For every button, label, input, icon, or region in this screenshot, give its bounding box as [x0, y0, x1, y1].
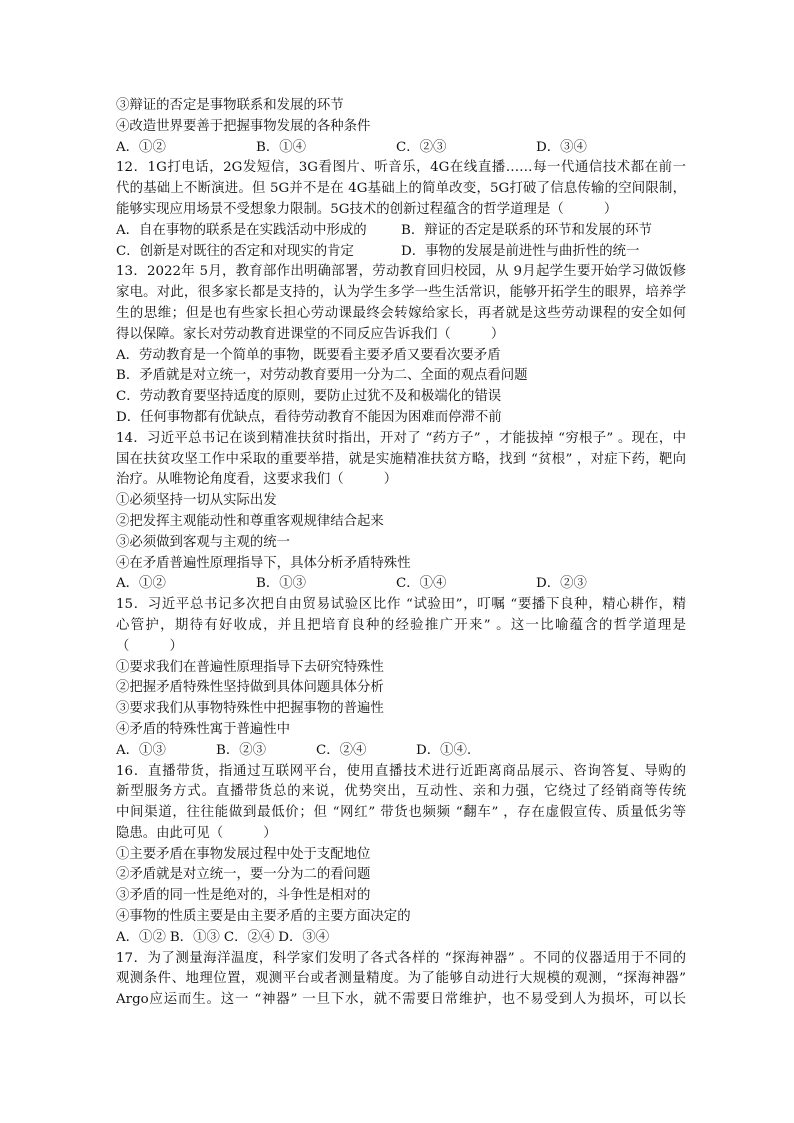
q17-stem-line: 观测条件、地理位置，观测平台或者测量精度。为了能够自动进行大规模的观测，“探海神器” — [116, 971, 686, 987]
q16-item-4: ④事物的性质主要是由主要矛盾的主要方面决定的 — [116, 909, 411, 925]
q15-option-c[interactable]: C．②④ — [316, 742, 367, 758]
q12-option-d[interactable]: D．事物的发展是前进性与曲折性的统一 — [401, 243, 640, 259]
q12-option-b[interactable]: B．辩证的否定是联系的环节和发展的环节 — [401, 222, 652, 238]
q11-option-c[interactable]: C．②③ — [396, 139, 447, 155]
q16-option-d[interactable]: D．③④ — [278, 929, 330, 945]
q12-option-a[interactable]: A．自在事物的联系是在实践活动中形成的 — [116, 222, 367, 238]
q14-option-c[interactable]: C．①④ — [396, 576, 447, 592]
q13-stem-line: 13．2022年 5月，教育部作出明确部署，劳动教育回归校园，从 9月起学生要开始学习做饭修 — [116, 264, 686, 280]
q11-item-3: ③辩证的否定是事物联系和发展的环节 — [116, 98, 344, 113]
q14-options — [116, 574, 686, 595]
q14-item-3: ③必须做到客观与主观的统一 — [116, 534, 291, 550]
q12-stem-line: 代的基础上不断演进。但 5G并不是在 4G基础上的简单改变，5G打破了信息传输的空间限制， — [116, 181, 686, 197]
q15-stem-line: 心管护，期待有好收成，并且把培育良种的经验推广开来” 。这一比喻蕴含的哲学道理是 — [116, 617, 686, 633]
q14-item-4: ④在矛盾普遍性原理指导下，具体分析矛盾特殊性 — [116, 555, 411, 571]
q16-option-b[interactable]: B．①③ — [169, 929, 220, 945]
q14-item-2: ②把发挥主观能动性和尊重客观规律结合起来 — [116, 513, 384, 529]
q14-stem-line: 国在扶贫攻坚工作中采取的重要举措，就是实施精准扶贫方略，找到 “贫根” ，对症下药，靶向 — [116, 451, 686, 467]
q15-stem-line: （ ） — [116, 638, 183, 654]
q15-option-a[interactable]: A．①③ — [116, 742, 166, 758]
q14-option-b[interactable]: B．①③ — [256, 576, 307, 592]
q11-option-b[interactable]: B．①④ — [256, 139, 307, 155]
q13-stem-line: 得以保障。家长对劳动教育进课堂的不同反应告诉我们（ ） — [116, 326, 505, 342]
q16-option-a[interactable]: A．①② — [116, 929, 166, 945]
q14-option-d[interactable]: D．②③ — [536, 576, 587, 592]
q16-stem-line: 隐患。由此可见（ ） — [116, 825, 277, 841]
q15-item-4: ④矛盾的特殊性寓于普遍性中 — [116, 721, 291, 737]
q15-options — [116, 741, 686, 762]
q16-item-3: ③矛盾的同一性是绝对的，斗争性是相对的 — [116, 888, 371, 904]
q16-item-2: ②矛盾就是对立统一，要一分为二的看问题 — [116, 867, 371, 883]
q16-option-c[interactable]: C．②④ — [223, 929, 275, 945]
q13-option-b[interactable]: B．矛盾就是对立统一，对劳动教育要用一分为二、全面的观点看问题 — [116, 368, 528, 384]
q13-stem-line: 生的思维；但是也有些家长担心劳动课最终会转嫁给家长，再者就是这些劳动课程的安全如何 — [116, 305, 686, 321]
q12-stem-line: 能够实现应用场景不受想象力限制。5G技术的创新过程蕴含的哲学道理是（ ） — [116, 201, 618, 217]
q17-stem-line: Argo应运而生。这一 “神器” 一旦下水，就不需要日常维护，也不易受到人为损坏，可以长 — [116, 992, 686, 1008]
q14-item-1: ①必须坚持一切从实际出发 — [116, 493, 277, 509]
q15-option-d[interactable]: D．①④. — [416, 742, 472, 758]
q13-option-a[interactable]: A．劳动教育是一个简单的事物，既要看主要矛盾又要看次要矛盾 — [116, 347, 501, 363]
q11-option-d[interactable]: D．③④ — [536, 139, 587, 155]
q12-options-row-2 — [116, 242, 686, 263]
q15-item-3: ③要求我们从事物特殊性中把握事物的普遍性 — [116, 701, 384, 717]
q13-stem-line: 家电。对此，很多家长都是支持的，认为学生多学一些生活常识，能够开拓学生的眼界，培养学 — [116, 285, 686, 301]
q14-option-a[interactable]: A．①② — [116, 576, 166, 592]
q16-stem-line: 16．直播带货，指通过互联网平台，使用直播技术进行近距离商品展示、咨询答复、导购的 — [116, 763, 686, 779]
q11-item-4: ④改造世界要善于把握事物发展的各种条件 — [116, 118, 371, 134]
q15-stem-line: 15．习近平总书记多次把自由贸易试验区比作 “试验田”，叮嘱 “要播下良种，精心耕作，精 — [116, 597, 686, 613]
q17-stem-line: 17．为了测量海洋温度，科学家们发明了各式各样的 “探海神器” 。不同的仪器适用于不同的 — [116, 950, 686, 966]
q15-item-2: ②把握矛盾特殊性坚持做到具体问题具体分析 — [116, 680, 384, 696]
q11-option-a[interactable]: A．①② — [116, 139, 166, 155]
q13-option-c[interactable]: C．劳动教育要坚持适度的原则，要防止过犹不及和极端化的错误 — [116, 389, 502, 405]
q12-options-row-1 — [116, 221, 686, 242]
q16-item-1: ①主要矛盾在事物发展过程中处于支配地位 — [116, 846, 371, 862]
q16-options — [116, 928, 686, 949]
q12-stem-line: 12．1G打电话，2G发短信，3G看图片、听音乐，4G在线直播……每一代通信技术都在前一 — [116, 160, 686, 176]
q14-stem-line: 治疗。从唯物论角度看，这要求我们（ ） — [116, 472, 398, 488]
q15-option-b[interactable]: B．②③ — [216, 742, 267, 758]
q16-stem-line: 中间渠道，往往能做到最低价；但 “网红” 带货也频频 “翻车” ，存在虚假宣传、质量低劣等 — [116, 805, 686, 821]
question-content — [116, 96, 686, 1011]
q16-stem-line: 新型服务方式。直播带货总的来说，优势突出，互动性、亲和力强，它绕过了经销商等传统 — [116, 784, 686, 800]
q14-stem-line: 14．习近平总书记在谈到精准扶贫时指出，开对了 “药方子” ，才能拔掉 “穷根子” 。现在，中 — [116, 430, 686, 446]
q11-options — [116, 138, 686, 159]
q13-option-d[interactable]: D．任何事物都有优缺点，看待劳动教育不能因为困难而停滞不前 — [116, 409, 502, 425]
q15-item-1: ①要求我们在普遍性原理指导下去研究特殊性 — [116, 659, 384, 675]
q12-option-c[interactable]: C．创新是对既往的否定和对现实的肯定 — [116, 243, 354, 259]
